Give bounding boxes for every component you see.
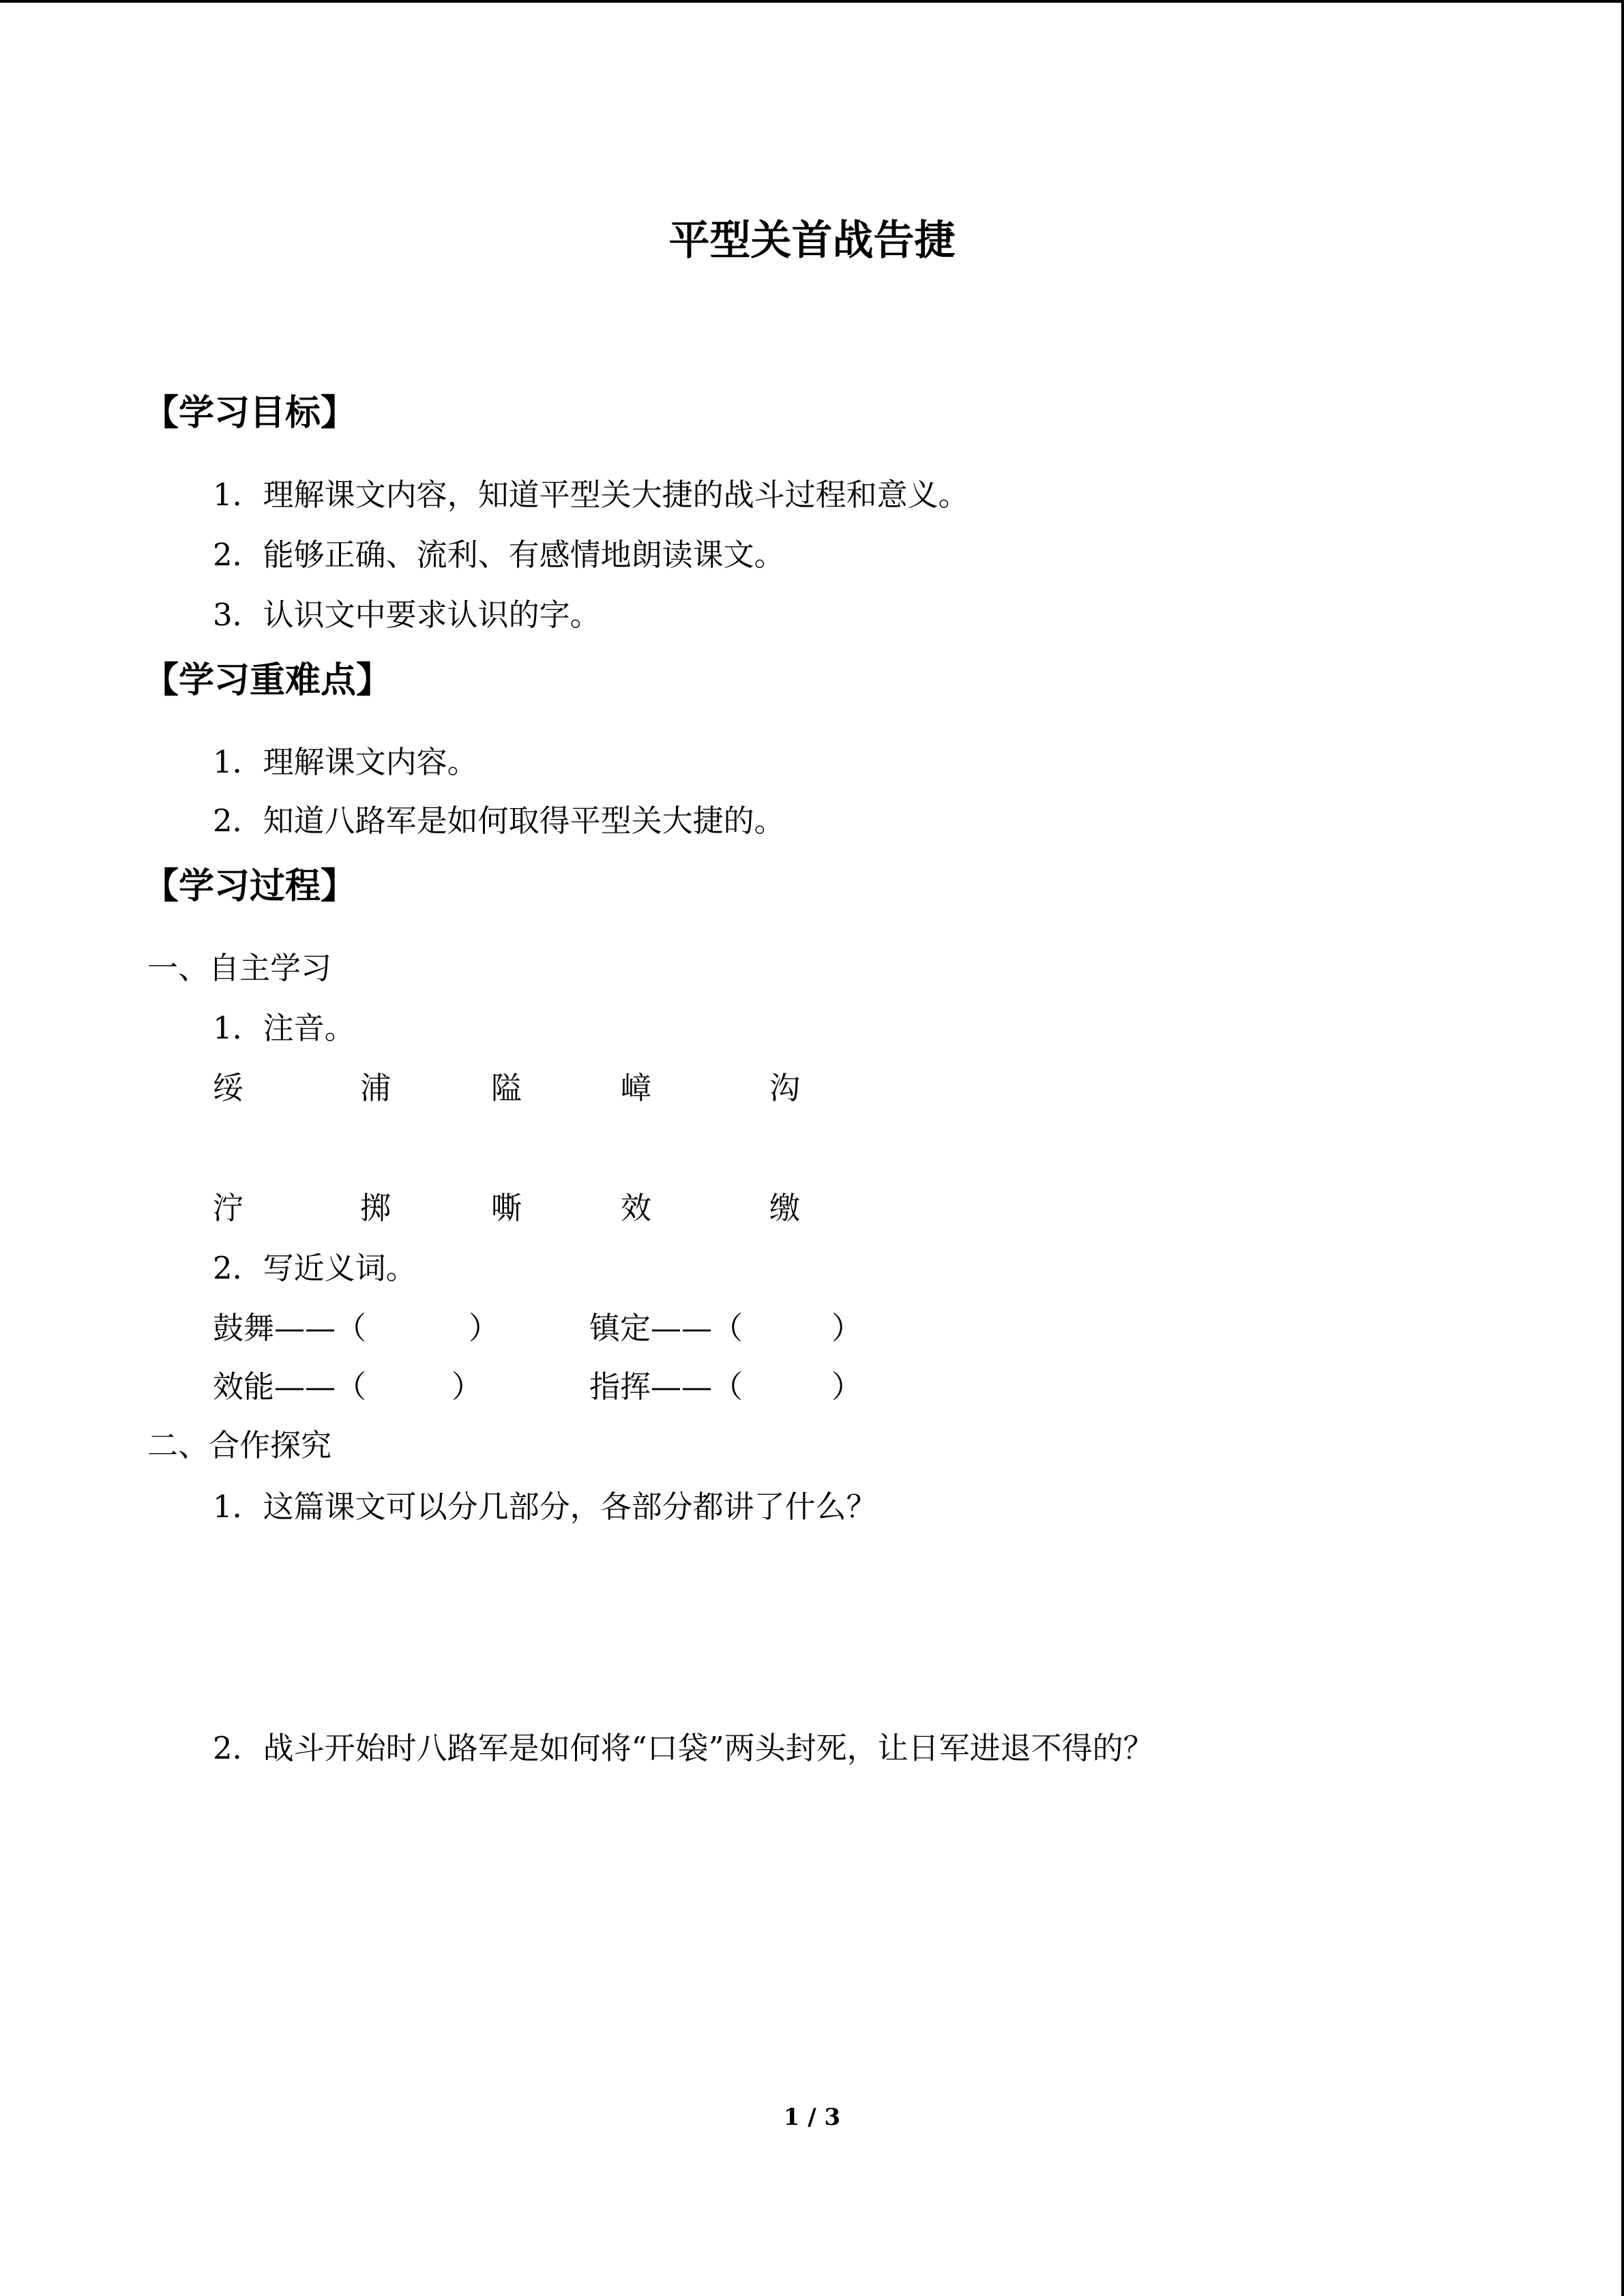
synonym-word: 镇定——: [589, 1310, 713, 1346]
goal-item-2: [213, 535, 785, 576]
part2-q2: [213, 1728, 1154, 1769]
pinyin-char: 掷: [360, 1190, 392, 1226]
open-paren: （: [336, 1310, 367, 1346]
open-paren: （: [336, 1369, 367, 1405]
pinyin-char: 缴: [769, 1190, 801, 1226]
key-point-number: 2．: [213, 803, 263, 839]
part1-q2: [213, 1248, 417, 1289]
goal-item-text: 认识文中要求认识的字。: [263, 597, 601, 633]
pinyin-char: 泞: [213, 1190, 244, 1226]
question-text: 这篇课文可以分几部分，各部分都讲了什么？: [263, 1489, 877, 1525]
pinyin-char: 隘: [491, 1070, 522, 1106]
part2-q1: [213, 1487, 877, 1527]
synonym-word: 鼓舞——: [213, 1310, 336, 1346]
key-point-item-1: [213, 742, 478, 783]
pinyin-char: 沟: [769, 1070, 801, 1106]
part1-title: 一、自主学习: [147, 950, 332, 986]
synonym-item: [213, 1308, 499, 1349]
key-points-heading: 【学习重难点】: [143, 659, 392, 701]
question-text: 注音。: [263, 1010, 355, 1046]
goal-item-number: 3．: [213, 597, 263, 633]
key-point-text: 理解课文内容。: [263, 744, 478, 780]
key-point-item-2: [213, 801, 785, 841]
key-point-text: 知道八路军是如何取得平型关大捷的。: [263, 803, 785, 839]
pinyin-char: 浦: [360, 1070, 392, 1106]
pinyin-char: 效: [621, 1190, 652, 1226]
question-number: 1．: [213, 1010, 263, 1046]
goal-item-text: 理解课文内容，知道平型关大捷的战斗过程和意义。: [263, 477, 969, 513]
key-point-number: 1．: [213, 744, 263, 780]
pinyin-char: 绥: [213, 1070, 244, 1106]
close-paren: ）: [452, 1369, 483, 1405]
part1-q1: [213, 1008, 355, 1049]
synonym-word: 效能——: [213, 1369, 336, 1405]
synonym-item: [589, 1367, 862, 1407]
goal-item-number: 1．: [213, 477, 263, 513]
page-number: 1 / 3: [783, 2104, 841, 2131]
question-text: 战斗开始时八路军是如何将“口袋”两头封死，让日军进退不得的？: [263, 1730, 1154, 1766]
open-paren: （: [712, 1310, 743, 1346]
synonym-word: 指挥——: [589, 1369, 713, 1405]
goal-item-3: [213, 595, 601, 636]
synonym-item: [213, 1367, 482, 1407]
question-number: 2．: [213, 1730, 263, 1766]
question-number: 1．: [213, 1489, 263, 1525]
open-paren: （: [712, 1369, 743, 1405]
goal-item-number: 2．: [213, 537, 263, 573]
close-paren: ）: [831, 1369, 863, 1405]
question-text: 写近义词。: [263, 1250, 417, 1286]
close-paren: ）: [831, 1310, 863, 1346]
goal-item-text: 能够正确、流利、有感情地朗读课文。: [263, 537, 785, 573]
pinyin-char: 嶂: [621, 1070, 652, 1106]
goals-heading: 【学习目标】: [143, 392, 357, 434]
close-paren: ）: [469, 1310, 500, 1346]
synonym-item: [589, 1308, 862, 1349]
goal-item-1: [213, 475, 969, 516]
document-title: 平型关首战告捷: [668, 217, 956, 265]
part2-title: 二、合作探究: [147, 1427, 332, 1463]
process-heading: 【学习过程】: [143, 865, 357, 907]
question-number: 2．: [213, 1250, 263, 1286]
pinyin-char: 嘶: [491, 1190, 522, 1226]
